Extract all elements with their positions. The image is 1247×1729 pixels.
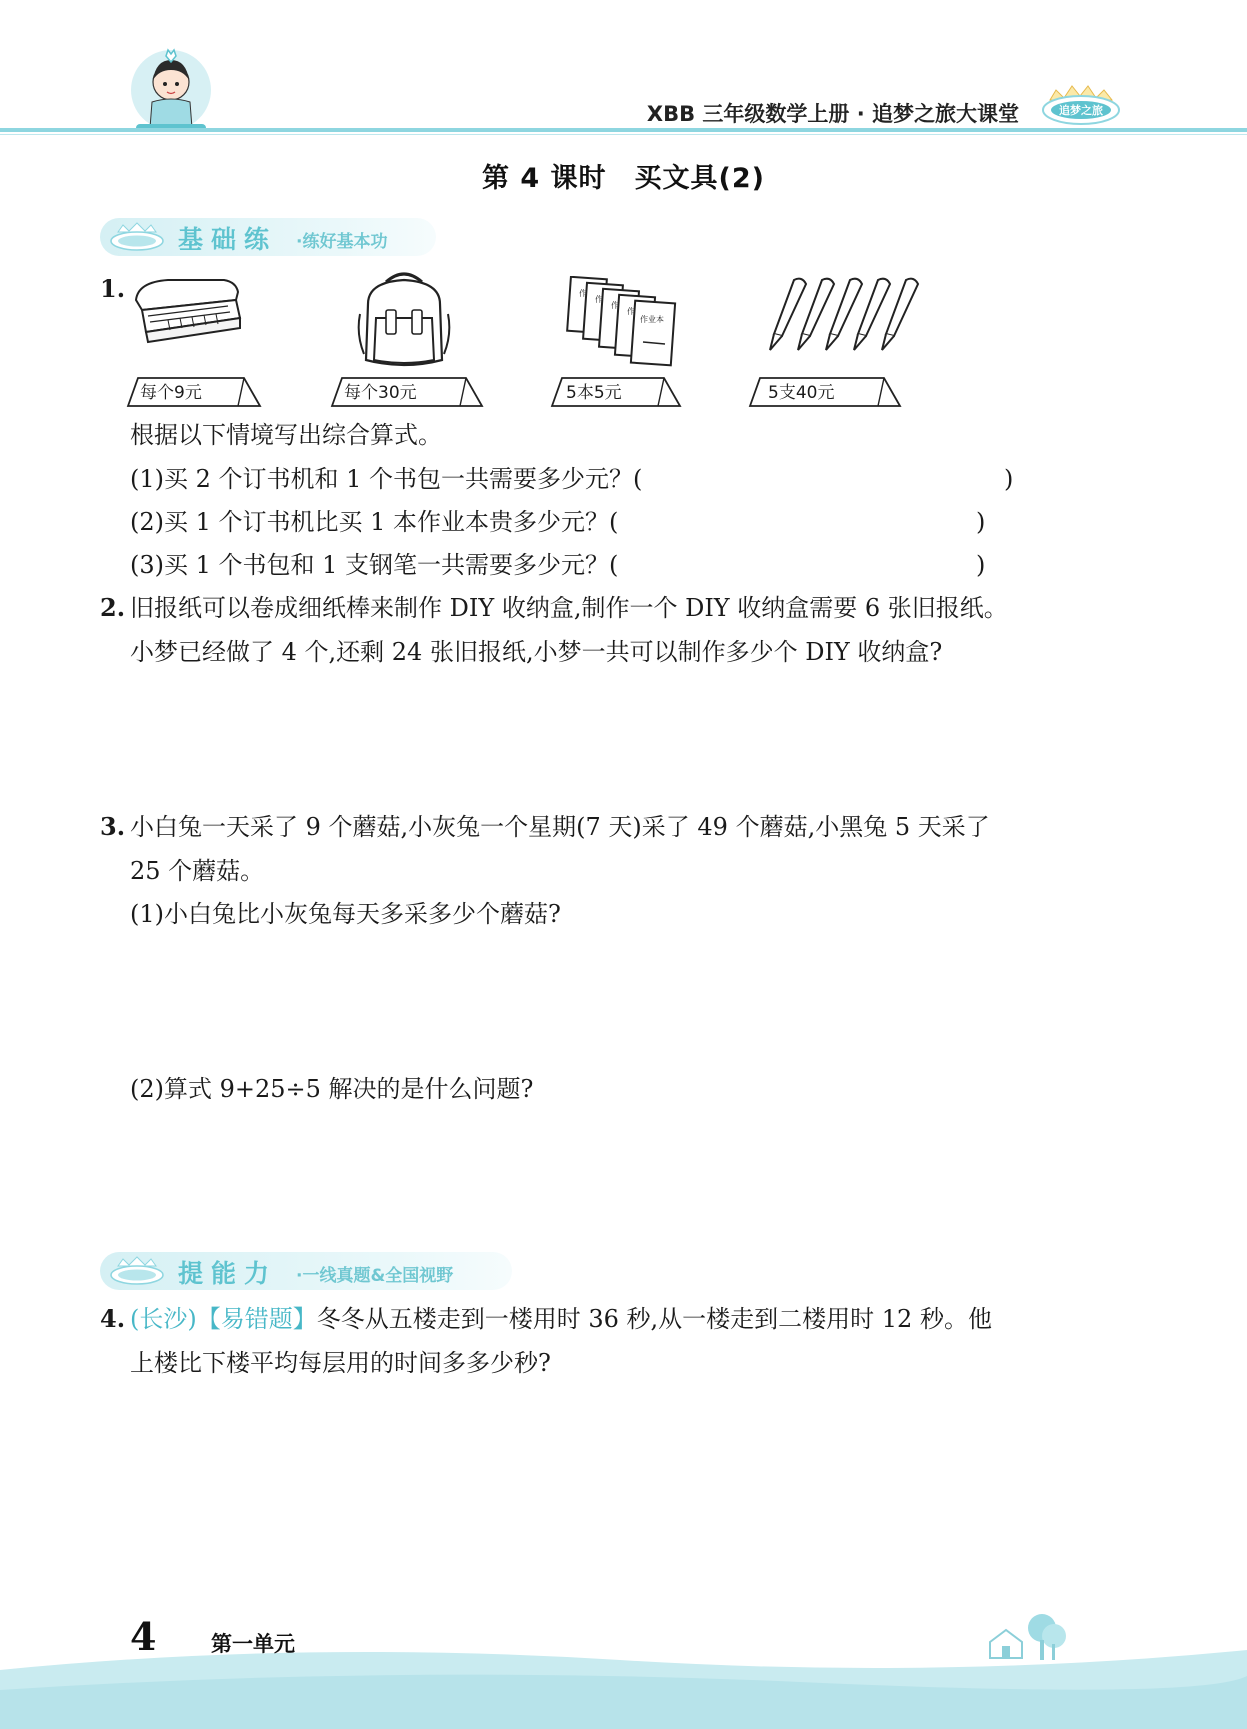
answer-blank-close: ) bbox=[1004, 465, 1014, 493]
backpack-icon bbox=[354, 264, 454, 372]
book-title: XBB 三年级数学上册 · 追梦之旅大课堂 bbox=[646, 102, 1019, 126]
section-subtitle: ·练好基本功 bbox=[296, 232, 388, 252]
price-label-stapler: 每个9元 bbox=[140, 383, 202, 403]
dream-journey-logo bbox=[1040, 82, 1122, 128]
notebook-label: 作 bbox=[611, 301, 619, 310]
q3-part-2: (2)算式 9+25÷5 解决的是什么问题? bbox=[130, 1075, 534, 1103]
price-label-notebooks: 5本5元 bbox=[566, 383, 622, 403]
lesson-title: 第 4 课时 买文具(2) bbox=[481, 163, 766, 194]
price-label-backpack: 每个30元 bbox=[344, 383, 417, 403]
section-subtitle: ·一线真题&全国视野 bbox=[296, 1266, 454, 1286]
q4-text: 冬冬从五楼走到一楼用时 36 秒,从一楼走到二楼用时 12 秒。他 bbox=[316, 1305, 992, 1333]
answer-blank-close: ) bbox=[976, 508, 986, 536]
notebooks-icon bbox=[565, 276, 677, 370]
q1-part-2: (2)买 1 个订书机比买 1 本作业本贵多少元？( bbox=[130, 508, 619, 536]
header-rule bbox=[0, 128, 1247, 132]
notebook-label: 作 bbox=[595, 295, 603, 304]
q4-line-2: 上楼比下楼平均每层用的时间多多少秒? bbox=[130, 1349, 551, 1377]
notebook-label: 作 bbox=[579, 289, 587, 298]
section-title: 提能力 bbox=[178, 1259, 278, 1288]
stapler-icon bbox=[128, 270, 244, 360]
svg-text:追梦之旅: 追梦之旅 bbox=[1059, 104, 1103, 117]
section-banner-basic bbox=[100, 218, 436, 256]
q1-intro: 根据以下情境写出综合算式。 bbox=[130, 421, 442, 449]
notebook-label: 作 bbox=[627, 307, 635, 316]
unit-label: 第一单元 bbox=[211, 1632, 295, 1656]
q3-part-1: (1)小白兔比小灰兔每天多采多少个蘑菇? bbox=[130, 900, 561, 928]
section-title: 基础练 bbox=[178, 225, 278, 254]
question-number: 1. bbox=[100, 274, 126, 303]
banner-logo-icon bbox=[108, 1256, 166, 1286]
q1-part-1: (1)买 2 个订书机和 1 个书包一共需要多少元？( bbox=[130, 465, 643, 493]
pens-icon bbox=[764, 272, 934, 358]
q1-part-3: (3)买 1 个书包和 1 支钢笔一共需要多少元？( bbox=[130, 551, 619, 579]
type-tag: 【易错题】 bbox=[196, 1305, 317, 1333]
mascot-illustration bbox=[128, 40, 214, 136]
price-label-pens: 5支40元 bbox=[768, 383, 835, 403]
region-tag: (长沙) bbox=[130, 1305, 197, 1333]
question-number: 3. bbox=[100, 812, 126, 841]
q2-line-2: 小梦已经做了 4 个,还剩 24 张旧报纸,小梦一共可以制作多少个 DIY 收纳盒? bbox=[130, 638, 943, 666]
house-tree-icon bbox=[984, 1612, 1070, 1664]
section-banner-advanced bbox=[100, 1252, 512, 1290]
answer-blank-close: ) bbox=[976, 551, 986, 579]
question-number: 2. bbox=[100, 593, 126, 622]
q2-line-1: 旧报纸可以卷成细纸棒来制作 DIY 收纳盒,制作一个 DIY 收纳盒需要 6 张旧报纸。 bbox=[130, 594, 1008, 622]
question-number: 4. bbox=[100, 1304, 126, 1333]
q4-line-1 bbox=[130, 1304, 992, 1334]
header-rule-thin bbox=[0, 134, 1247, 135]
q3-line-2: 25 个蘑菇。 bbox=[130, 857, 265, 885]
notebook-label: 作业本 bbox=[640, 315, 664, 324]
q3-line-1: 小白兔一天采了 9 个蘑菇,小灰兔一个星期(7 天)采了 49 个蘑菇,小黑兔 5 天采了 bbox=[130, 813, 990, 841]
banner-logo-icon bbox=[108, 222, 166, 252]
page-number: 4 bbox=[130, 1614, 157, 1659]
